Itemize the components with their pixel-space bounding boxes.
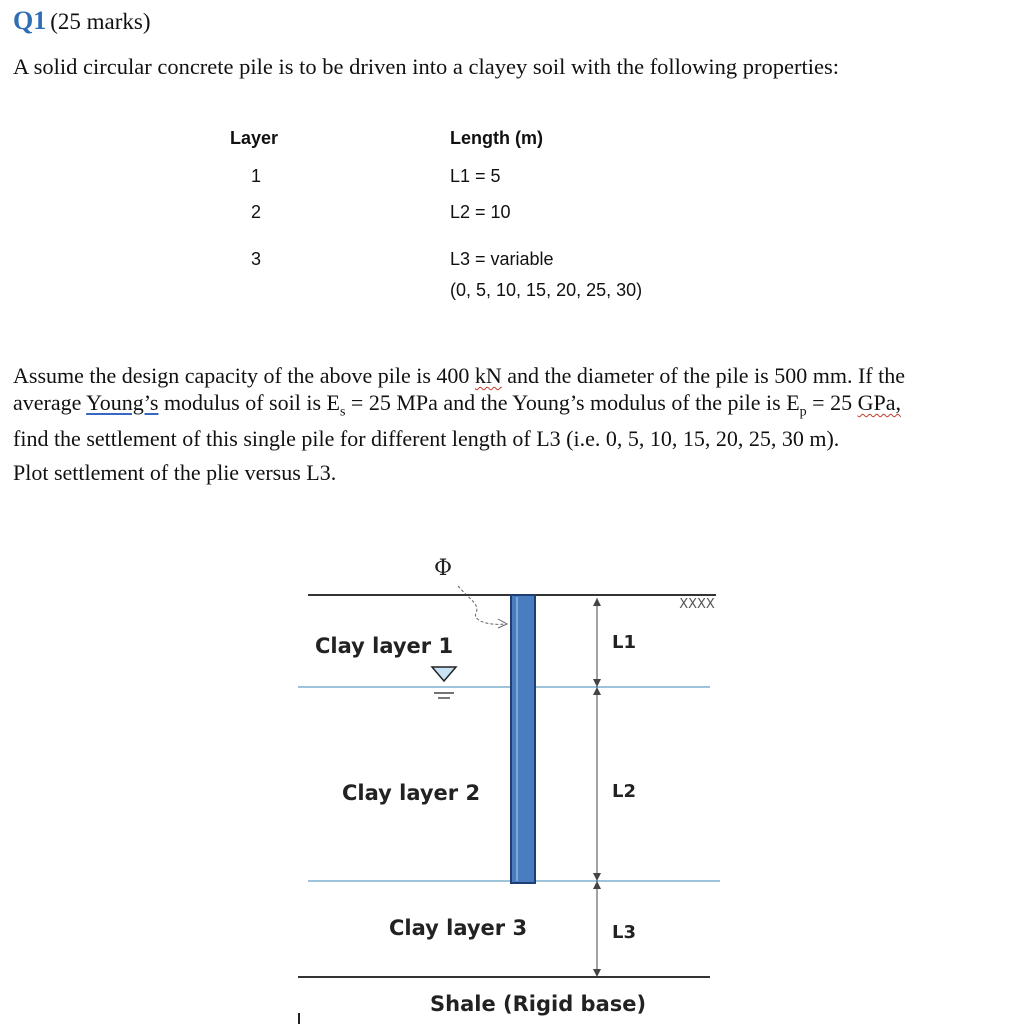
grammar-word: Young’s — [86, 390, 159, 415]
table-header-length: Length (m) — [450, 128, 543, 148]
table-cell-length: L1 = 5 — [450, 166, 501, 186]
text-cursor — [298, 1013, 300, 1024]
dimension-label-l2: L2 — [612, 781, 636, 802]
leader-arrowhead — [498, 619, 507, 628]
text-run: modulus of soil is E — [158, 390, 340, 415]
clay-layer-3-label: Clay layer 3 — [389, 916, 528, 940]
text-run: Assume the design capacity of the above pile is 400 — [13, 363, 475, 388]
table-cell-note: (0, 5, 10, 15, 20, 25, 30) — [450, 280, 643, 300]
text-run: and the diameter of the pile is 500 mm. If the — [501, 363, 905, 388]
text-run: = 25 MPa and the Young’s modulus of the pile is E — [345, 390, 800, 415]
clay-layer-2-label: Clay layer 2 — [342, 781, 481, 805]
table-cell-layer: 2 — [251, 202, 262, 222]
spellcheck-word: kN — [474, 363, 502, 388]
diameter-leader-line — [458, 586, 505, 624]
water-table-icon — [432, 667, 456, 681]
table-header-layer: Layer — [230, 128, 279, 148]
text-run: = 25 — [806, 390, 858, 415]
diameter-symbol: Φ — [433, 556, 453, 581]
dimension-arrow — [593, 687, 601, 695]
question-marks: (25 marks) — [50, 9, 151, 34]
table-cell-layer: 1 — [251, 166, 262, 186]
ground-hatch-mark: XXXX — [679, 597, 715, 612]
dimension-label-l1: L1 — [612, 632, 636, 653]
dimension-label-l3: L3 — [612, 922, 636, 943]
dimension-arrow — [593, 881, 601, 889]
spellcheck-word: GPa, — [857, 390, 901, 415]
rigid-base-label: Shale (Rigid base) — [430, 992, 647, 1016]
dimension-arrow — [593, 873, 601, 881]
dimension-arrow — [593, 598, 601, 606]
dimension-arrow — [593, 969, 601, 977]
table-cell-layer: 3 — [251, 249, 262, 269]
plot-instruction: Plot settlement of the plie versus L3. — [13, 460, 337, 485]
clay-layer-1-label: Clay layer 1 — [315, 634, 454, 658]
table-cell-length: L2 = 10 — [450, 202, 511, 222]
text-run: average — [13, 390, 87, 415]
dimension-arrow — [593, 679, 601, 687]
concrete-pile — [511, 595, 535, 883]
question-number: Q1 — [13, 6, 47, 35]
table-cell-length: L3 = variable — [450, 249, 554, 269]
paragraph-line: find the settlement of this single pile for different length of L3 (i.e. 0, 5, 10, 15, 20, 25, 30 m). — [13, 426, 840, 452]
intro-text: A solid circular concrete pile is to be driven into a clayey soil with the following properties: — [13, 54, 840, 79]
subscript: s — [339, 404, 346, 420]
subscript: p — [799, 404, 807, 420]
